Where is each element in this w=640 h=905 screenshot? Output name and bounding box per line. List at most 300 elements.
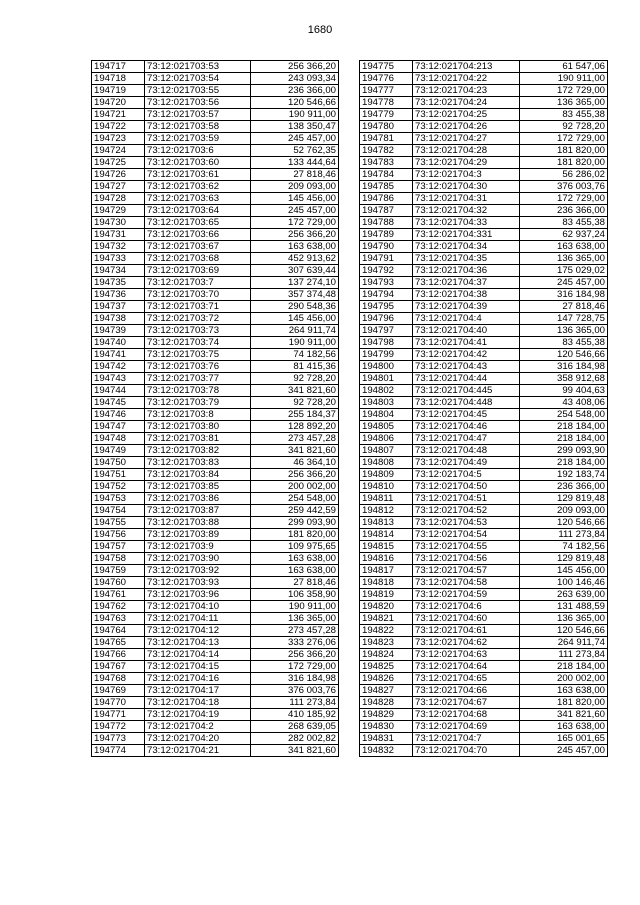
table-row	[92, 181, 339, 193]
cadastral-number-cell: 73:12:021704:50	[413, 481, 520, 493]
cadastral-number-cell: 73:12:021704:62	[413, 637, 520, 649]
table-row	[360, 409, 608, 421]
table-row	[92, 541, 339, 553]
row-index-cell: 194722	[92, 121, 145, 133]
value-cell: 192 183,74	[520, 469, 608, 481]
table-row	[360, 577, 608, 589]
cadastral-number-cell: 73:12:021704:21	[145, 745, 251, 757]
table-row	[360, 601, 608, 613]
value-cell: 282 002,82	[251, 733, 339, 745]
cadastral-number-cell: 73:12:021704:448	[413, 397, 520, 409]
table-row	[92, 457, 339, 469]
cadastral-number-cell: 73:12:021703:55	[145, 85, 251, 97]
cadastral-number-cell: 73:12:021703:6	[145, 145, 251, 157]
cadastral-number-cell: 73:12:021704:20	[145, 733, 251, 745]
table-row	[92, 505, 339, 517]
cadastral-number-cell: 73:12:021704:29	[413, 157, 520, 169]
cadastral-number-cell: 73:12:021704:64	[413, 661, 520, 673]
table-row	[360, 481, 608, 493]
table-row	[360, 433, 608, 445]
cadastral-number-cell: 73:12:021703:7	[145, 277, 251, 289]
value-cell: 256 366,20	[251, 469, 339, 481]
cadastral-number-cell: 73:12:021704:56	[413, 553, 520, 565]
table-row	[360, 301, 608, 313]
value-cell: 299 093,90	[251, 517, 339, 529]
table-row	[92, 277, 339, 289]
cadastral-number-cell: 73:12:021704:46	[413, 421, 520, 433]
row-index-cell: 194772	[92, 721, 145, 733]
row-index-cell: 194817	[360, 565, 413, 577]
table-row	[360, 289, 608, 301]
value-cell: 200 002,00	[520, 673, 608, 685]
table-row	[92, 649, 339, 661]
table-row	[92, 745, 339, 757]
value-cell: 218 184,00	[520, 421, 608, 433]
value-cell: 56 286,02	[520, 169, 608, 181]
table-row	[360, 589, 608, 601]
table-row	[360, 709, 608, 721]
row-index-cell: 194785	[360, 181, 413, 193]
table-row	[92, 265, 339, 277]
table-row	[92, 73, 339, 85]
value-cell: 218 184,00	[520, 661, 608, 673]
row-index-cell: 194737	[92, 301, 145, 313]
cadastral-number-cell: 73:12:021703:67	[145, 241, 251, 253]
row-index-cell: 194795	[360, 301, 413, 313]
table-row	[92, 409, 339, 421]
table-row	[360, 697, 608, 709]
value-cell: 236 366,00	[520, 205, 608, 217]
value-cell: 120 546,66	[520, 625, 608, 637]
cadastral-number-cell: 73:12:021704:17	[145, 685, 251, 697]
table-row	[360, 421, 608, 433]
value-cell: 92 728,20	[251, 373, 339, 385]
row-index-cell: 194822	[360, 625, 413, 637]
cadastral-number-cell: 73:12:021704:65	[413, 673, 520, 685]
cadastral-number-cell: 73:12:021703:61	[145, 169, 251, 181]
value-cell: 209 093,00	[520, 505, 608, 517]
row-index-cell: 194735	[92, 277, 145, 289]
table-row	[360, 109, 608, 121]
value-cell: 245 457,00	[251, 205, 339, 217]
row-index-cell: 194806	[360, 433, 413, 445]
table-row	[92, 217, 339, 229]
table-row	[92, 421, 339, 433]
table-row	[92, 625, 339, 637]
value-cell: 190 911,00	[251, 109, 339, 121]
value-cell: 136 365,00	[520, 325, 608, 337]
table-row	[360, 73, 608, 85]
row-index-cell: 194755	[92, 517, 145, 529]
table-row	[92, 205, 339, 217]
row-index-cell: 194777	[360, 85, 413, 97]
table-row	[92, 601, 339, 613]
row-index-cell: 194832	[360, 745, 413, 757]
table-row	[360, 445, 608, 457]
row-index-cell: 194824	[360, 649, 413, 661]
cadastral-number-cell: 73:12:021703:75	[145, 349, 251, 361]
row-index-cell: 194796	[360, 313, 413, 325]
value-cell: 27 818,46	[251, 577, 339, 589]
value-cell: 106 358,90	[251, 589, 339, 601]
row-index-cell: 194734	[92, 265, 145, 277]
cadastral-number-cell: 73:12:021704:52	[413, 505, 520, 517]
cadastral-number-cell: 73:12:021703:70	[145, 289, 251, 301]
row-index-cell: 194805	[360, 421, 413, 433]
row-index-cell: 194826	[360, 673, 413, 685]
cadastral-number-cell: 73:12:021703:92	[145, 565, 251, 577]
row-index-cell: 194802	[360, 385, 413, 397]
table-row	[92, 445, 339, 457]
row-index-cell: 194773	[92, 733, 145, 745]
row-index-cell: 194827	[360, 685, 413, 697]
table-row	[360, 613, 608, 625]
cadastral-number-cell: 73:12:021704:61	[413, 625, 520, 637]
cadastral-number-cell: 73:12:021704:60	[413, 613, 520, 625]
row-index-cell: 194720	[92, 97, 145, 109]
row-index-cell: 194729	[92, 205, 145, 217]
table-row	[360, 541, 608, 553]
value-cell: 163 638,00	[251, 553, 339, 565]
row-index-cell: 194721	[92, 109, 145, 121]
cadastral-number-cell: 73:12:021704:43	[413, 361, 520, 373]
row-index-cell: 194765	[92, 637, 145, 649]
row-index-cell: 194759	[92, 565, 145, 577]
table-row	[92, 301, 339, 313]
value-cell: 43 408,06	[520, 397, 608, 409]
table-row	[92, 157, 339, 169]
value-cell: 120 546,66	[251, 97, 339, 109]
table-row	[92, 709, 339, 721]
row-index-cell: 194741	[92, 349, 145, 361]
row-index-cell: 194723	[92, 133, 145, 145]
table-row	[92, 109, 339, 121]
row-index-cell: 194784	[360, 169, 413, 181]
row-index-cell: 194791	[360, 253, 413, 265]
table-row	[92, 61, 339, 73]
table-row	[360, 145, 608, 157]
cadastral-number-cell: 73:12:021703:87	[145, 505, 251, 517]
cadastral-number-cell: 73:12:021704:49	[413, 457, 520, 469]
cadastral-number-cell: 73:12:021704:30	[413, 181, 520, 193]
cadastral-number-cell: 73:12:021704:445	[413, 385, 520, 397]
cadastral-number-cell: 73:12:021704:54	[413, 529, 520, 541]
value-cell: 218 184,00	[520, 457, 608, 469]
row-index-cell: 194752	[92, 481, 145, 493]
value-cell: 163 638,00	[520, 721, 608, 733]
cadastral-number-cell: 73:12:021704:13	[145, 637, 251, 649]
table-row	[92, 721, 339, 733]
cadastral-number-cell: 73:12:021704:15	[145, 661, 251, 673]
row-index-cell: 194753	[92, 493, 145, 505]
value-cell: 341 821,60	[251, 745, 339, 757]
row-index-cell: 194748	[92, 433, 145, 445]
cadastral-number-cell: 73:12:021704:4	[413, 313, 520, 325]
value-cell: 245 457,00	[520, 277, 608, 289]
value-cell: 172 729,00	[251, 217, 339, 229]
table-row	[92, 193, 339, 205]
table-row	[360, 85, 608, 97]
row-index-cell: 194779	[360, 109, 413, 121]
row-index-cell: 194799	[360, 349, 413, 361]
cadastral-number-cell: 73:12:021703:96	[145, 589, 251, 601]
cadastral-number-cell: 73:12:021703:78	[145, 385, 251, 397]
table-row	[92, 517, 339, 529]
row-index-cell: 194830	[360, 721, 413, 733]
row-index-cell: 194743	[92, 373, 145, 385]
value-cell: 27 818,46	[520, 301, 608, 313]
cadastral-number-cell: 73:12:021704:45	[413, 409, 520, 421]
value-cell: 263 639,00	[520, 589, 608, 601]
table-row	[360, 61, 608, 73]
cadastral-number-cell: 73:12:021703:9	[145, 541, 251, 553]
cadastral-number-cell: 73:12:021703:85	[145, 481, 251, 493]
value-cell: 410 185,92	[251, 709, 339, 721]
row-index-cell: 194730	[92, 217, 145, 229]
cadastral-number-cell: 73:12:021704:47	[413, 433, 520, 445]
table-row	[360, 637, 608, 649]
value-cell: 299 093,90	[520, 445, 608, 457]
row-index-cell: 194744	[92, 385, 145, 397]
value-cell: 259 442,59	[251, 505, 339, 517]
cadastral-number-cell: 73:12:021704:24	[413, 97, 520, 109]
table-row	[360, 169, 608, 181]
value-cell: 316 184,98	[251, 673, 339, 685]
row-index-cell: 194821	[360, 613, 413, 625]
table-row	[360, 205, 608, 217]
value-cell: 316 184,98	[520, 289, 608, 301]
table-row	[360, 241, 608, 253]
cadastral-number-cell: 73:12:021704:58	[413, 577, 520, 589]
row-index-cell: 194815	[360, 541, 413, 553]
table-row	[92, 637, 339, 649]
table-row	[360, 253, 608, 265]
cadastral-number-cell: 73:12:021703:74	[145, 337, 251, 349]
row-index-cell: 194724	[92, 145, 145, 157]
table-row	[360, 649, 608, 661]
table-row	[92, 229, 339, 241]
row-index-cell: 194732	[92, 241, 145, 253]
row-index-cell: 194751	[92, 469, 145, 481]
table-row	[92, 397, 339, 409]
cadastral-number-cell: 73:12:021703:73	[145, 325, 251, 337]
cadastral-number-cell: 73:12:021703:89	[145, 529, 251, 541]
cadastral-number-cell: 73:12:021704:36	[413, 265, 520, 277]
cadastral-number-cell: 73:12:021704:19	[145, 709, 251, 721]
value-cell: 46 364,10	[251, 457, 339, 469]
table-row	[360, 277, 608, 289]
table-row	[360, 721, 608, 733]
row-index-cell: 194794	[360, 289, 413, 301]
value-cell: 145 456,00	[520, 565, 608, 577]
table-row	[360, 529, 608, 541]
cadastral-number-cell: 73:12:021704:6	[413, 601, 520, 613]
row-index-cell: 194816	[360, 553, 413, 565]
table-row	[92, 85, 339, 97]
value-cell: 111 273,84	[251, 697, 339, 709]
row-index-cell: 194757	[92, 541, 145, 553]
value-cell: 243 093,34	[251, 73, 339, 85]
cadastral-number-cell: 73:12:021704:5	[413, 469, 520, 481]
cadastral-number-cell: 73:12:021704:7	[413, 733, 520, 745]
cadastral-number-cell: 73:12:021703:88	[145, 517, 251, 529]
value-cell: 145 456,00	[251, 193, 339, 205]
row-index-cell: 194769	[92, 685, 145, 697]
table-row	[360, 493, 608, 505]
table-row	[92, 613, 339, 625]
value-cell: 256 366,20	[251, 649, 339, 661]
row-index-cell: 194749	[92, 445, 145, 457]
table-row	[92, 325, 339, 337]
row-index-cell: 194736	[92, 289, 145, 301]
row-index-cell: 194813	[360, 517, 413, 529]
table-row	[360, 181, 608, 193]
page-number: 1680	[307, 24, 333, 36]
row-index-cell: 194781	[360, 133, 413, 145]
value-cell: 74 182,56	[520, 541, 608, 553]
cadastral-number-cell: 73:12:021703:77	[145, 373, 251, 385]
value-cell: 175 029,02	[520, 265, 608, 277]
cadastral-number-cell: 73:12:021704:40	[413, 325, 520, 337]
value-cell: 358 912,68	[520, 373, 608, 385]
value-cell: 236 366,00	[520, 481, 608, 493]
value-cell: 129 819,48	[520, 553, 608, 565]
cadastral-number-cell: 73:12:021704:53	[413, 517, 520, 529]
value-cell: 131 488,59	[520, 601, 608, 613]
value-cell: 136 365,00	[520, 97, 608, 109]
cadastral-number-cell: 73:12:021703:71	[145, 301, 251, 313]
row-index-cell: 194745	[92, 397, 145, 409]
row-index-cell: 194750	[92, 457, 145, 469]
cadastral-number-cell: 73:12:021703:54	[145, 73, 251, 85]
table-row	[360, 265, 608, 277]
row-index-cell: 194740	[92, 337, 145, 349]
row-index-cell: 194814	[360, 529, 413, 541]
value-cell: 376 003,76	[251, 685, 339, 697]
value-cell: 62 937,24	[520, 229, 608, 241]
cadastral-number-cell: 73:12:021704:16	[145, 673, 251, 685]
row-index-cell: 194728	[92, 193, 145, 205]
table-row	[92, 145, 339, 157]
value-cell: 147 728,75	[520, 313, 608, 325]
row-index-cell: 194797	[360, 325, 413, 337]
table-row	[360, 133, 608, 145]
value-cell: 172 729,00	[520, 133, 608, 145]
table-row	[92, 565, 339, 577]
cadastral-number-cell: 73:12:021704:48	[413, 445, 520, 457]
table-row	[92, 469, 339, 481]
cadastral-number-cell: 73:12:021704:68	[413, 709, 520, 721]
cadastral-number-cell: 73:12:021704:11	[145, 613, 251, 625]
value-cell: 133 444,64	[251, 157, 339, 169]
cadastral-number-cell: 73:12:021704:23	[413, 85, 520, 97]
cadastral-number-cell: 73:12:021703:83	[145, 457, 251, 469]
table-row	[360, 565, 608, 577]
table-row	[92, 121, 339, 133]
table-row	[360, 673, 608, 685]
row-index-cell: 194763	[92, 613, 145, 625]
table-row	[360, 553, 608, 565]
row-index-cell: 194718	[92, 73, 145, 85]
value-cell: 341 821,60	[520, 709, 608, 721]
row-index-cell: 194725	[92, 157, 145, 169]
cadastral-number-cell: 73:12:021703:90	[145, 553, 251, 565]
cadastral-number-cell: 73:12:021704:12	[145, 625, 251, 637]
table-row	[92, 241, 339, 253]
table-row	[360, 685, 608, 697]
cadastral-number-cell: 73:12:021704:25	[413, 109, 520, 121]
value-cell: 165 001,65	[520, 733, 608, 745]
table-row	[360, 121, 608, 133]
cadastral-number-cell: 73:12:021703:56	[145, 97, 251, 109]
value-cell: 163 638,00	[251, 241, 339, 253]
table-row	[360, 361, 608, 373]
row-index-cell: 194808	[360, 457, 413, 469]
row-index-cell: 194786	[360, 193, 413, 205]
cadastral-number-cell: 73:12:021703:60	[145, 157, 251, 169]
table-row	[92, 673, 339, 685]
row-index-cell: 194767	[92, 661, 145, 673]
value-cell: 341 821,60	[251, 445, 339, 457]
row-index-cell: 194804	[360, 409, 413, 421]
cadastral-number-cell: 73:12:021703:84	[145, 469, 251, 481]
table-row	[92, 493, 339, 505]
table-row	[360, 325, 608, 337]
value-cell: 452 913,62	[251, 253, 339, 265]
value-cell: 74 182,56	[251, 349, 339, 361]
cadastral-number-cell: 73:12:021704:39	[413, 301, 520, 313]
value-cell: 27 818,46	[251, 169, 339, 181]
table-row	[92, 337, 339, 349]
table-row	[360, 217, 608, 229]
row-index-cell: 194738	[92, 313, 145, 325]
cadastral-number-cell: 73:12:021704:51	[413, 493, 520, 505]
value-cell: 181 820,00	[520, 697, 608, 709]
row-index-cell: 194739	[92, 325, 145, 337]
row-index-cell: 194811	[360, 493, 413, 505]
row-index-cell: 194783	[360, 157, 413, 169]
cadastral-number-cell: 73:12:021703:57	[145, 109, 251, 121]
value-cell: 218 184,00	[520, 433, 608, 445]
row-index-cell: 194717	[92, 61, 145, 73]
table-row	[360, 745, 608, 757]
table-row	[360, 157, 608, 169]
value-cell: 145 456,00	[251, 313, 339, 325]
row-index-cell: 194831	[360, 733, 413, 745]
table-row	[92, 313, 339, 325]
cadastral-number-cell: 73:12:021704:26	[413, 121, 520, 133]
cadastral-number-cell: 73:12:021704:57	[413, 565, 520, 577]
value-cell: 129 819,48	[520, 493, 608, 505]
row-index-cell: 194778	[360, 97, 413, 109]
cadastral-number-cell: 73:12:021704:331	[413, 229, 520, 241]
value-cell: 61 547,06	[520, 61, 608, 73]
table-row	[92, 697, 339, 709]
table-row	[92, 577, 339, 589]
row-index-cell: 194762	[92, 601, 145, 613]
row-index-cell: 194792	[360, 265, 413, 277]
value-cell: 255 184,37	[251, 409, 339, 421]
table-row	[360, 625, 608, 637]
cadastral-number-cell: 73:12:021703:65	[145, 217, 251, 229]
table-row	[92, 133, 339, 145]
value-cell: 111 273,84	[520, 649, 608, 661]
value-cell: 83 455,38	[520, 109, 608, 121]
value-cell: 245 457,00	[251, 133, 339, 145]
value-cell: 190 911,00	[251, 601, 339, 613]
row-index-cell: 194770	[92, 697, 145, 709]
value-cell: 83 455,38	[520, 337, 608, 349]
